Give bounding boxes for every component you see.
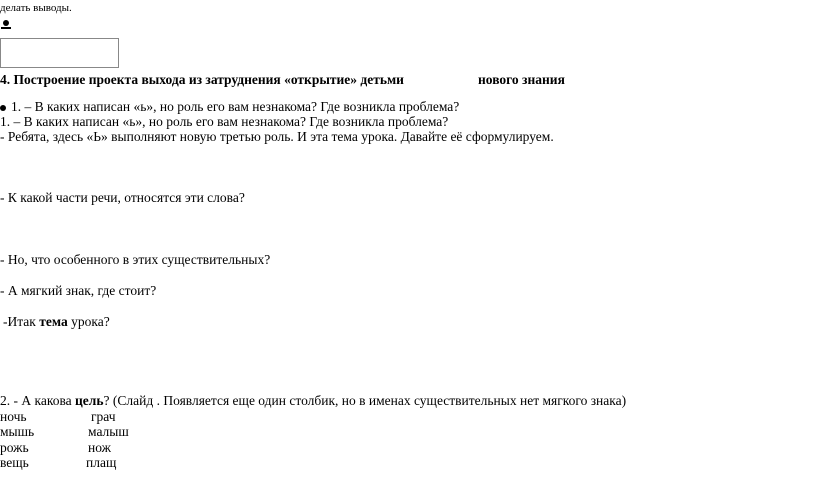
- top-fragment: делать выводы.: [0, 2, 72, 14]
- word-right: малыш: [88, 424, 129, 439]
- bullet-question: 1. – В каких написан «ь», но роль его вам незнакома? Где возникла проблема?: [0, 99, 459, 115]
- word-left: рожь: [0, 440, 29, 455]
- word-right: плащ: [86, 455, 117, 470]
- word-left: ночь: [0, 409, 27, 424]
- soft-sign-question: - А мягкий знак, где стоит?: [0, 283, 157, 298]
- word-right: нож: [88, 440, 111, 455]
- word-left: вещь: [0, 455, 29, 470]
- word-left: мышь: [0, 424, 35, 439]
- bullet-icon: [0, 105, 6, 111]
- underline-mark: [1, 27, 11, 29]
- word-right: грач: [91, 409, 116, 424]
- section-heading: 4. Построение проекта выхода из затруднения «открытие» детьми: [0, 72, 404, 87]
- empty-text-box: [0, 38, 119, 68]
- goal-question: 2. - А какова цель? (Слайд . Появляется еще один столбик, но в именах существительных нет мягкого знака): [0, 393, 627, 408]
- children-line: - Ребята, здесь «Ь» выполняют новую третью роль. И эта тема урока. Давайте её сформулируем.: [0, 129, 554, 144]
- part-of-speech-question: - К какой части речи, относятся эти слова?: [0, 190, 245, 205]
- bullet-icon: [3, 20, 9, 26]
- topic-question: -Итак тема урока?: [3, 314, 110, 329]
- question-1: 1. – В каких написан «ь», но роль его вам незнакома? Где возникла проблема?: [0, 114, 449, 129]
- section-heading-tail: нового знания: [478, 72, 565, 87]
- special-question: - Но, что особенного в этих существительных?: [0, 252, 271, 267]
